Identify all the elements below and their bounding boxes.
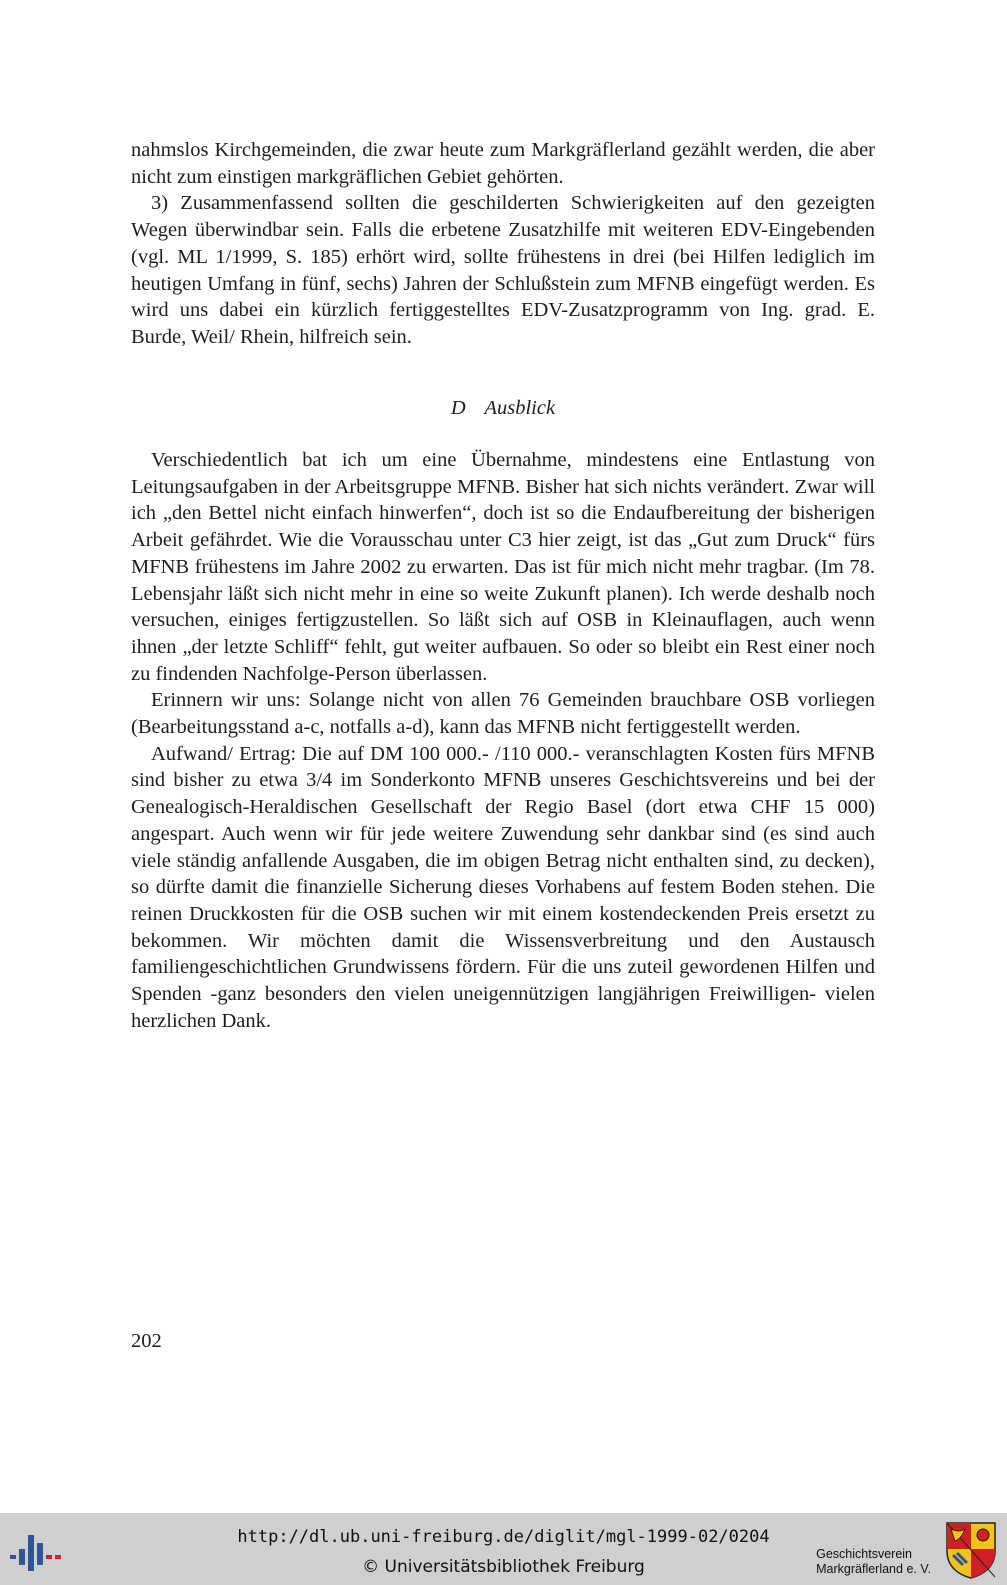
section-heading: D Ausblick — [450, 397, 556, 419]
main-text-block — [131, 447, 875, 1034]
paragraph-ausblick-3: Aufwand/ Ertrag: Die auf DM 100 000.- /110 000.- veranschlagten Kosten fürs MFNB sind bisher zu etwa 3/4 im Sonderkonto MFNB unseres Geschichtsvereins und bei der Genealogisch-Heraldischen Gesellschaft der Regio Basel (dort etwa CHF 15 000) angespart. Auch wenn wir für jede weitere Zuwendung sehr dankbar sind (es sind auch viele ständig anfallende Ausgaben, die im obigen Betrag nicht enthalten sind, zu decken), so dürfte damit die finanzielle Sicherung dieses Vorhabens auf festem Boden stehen. Die reinen Druckkosten für die OSB suchen wir mit einem kostendeckenden Preis ersetzt zu bekommen. Wir möchten damit die Wissensverbreitung und den Austausch familiengeschichtlichen Grundwissens fördern. Für die uns zuteil gewordenen Hilfen und Spenden -ganz besonders den vielen uneigennützigen langjährigen Freiwilligen- vielen herzlichen Dank. — [131, 742, 875, 1032]
paragraph-ausblick-2: Erinnern wir uns: Solange nicht von allen 76 Gemeinden brauchbare OSB vorliegen (Bearbeitungsstand a-c, notfalls a-d), kann das MFNB nicht fertiggestellt werden. — [131, 689, 875, 739]
paragraph-summary: 3) Zusammenfassend sollten die geschilderten Schwierigkeiten auf den gezeigten Wegen überwindbar sein. Falls die erbetene Zusatzhilfe mit weiteren EDV-Eingebenden (vgl. ML 1/1999, S. 185) erhört wird, sollte frühestens in drei (bei Hilfen lediglich im heutigen Umfang in fünf, sechs) Jahren der Schlußstein zum MFNB eingefügt werden. Es wird uns dabei ein kürzlich fertiggestelltes EDV-Zusatzprogramm von Ing. grad. E. Burde, Weil/ Rhein, hilfreich sein. — [131, 192, 875, 348]
footer-bar — [0, 1513, 1007, 1585]
footer-organization — [816, 1547, 931, 1577]
coat-of-arms-icon — [945, 1521, 997, 1579]
org-line-2: Markgräflerland e. V. — [816, 1562, 931, 1576]
paragraph-ausblick-1: Verschiedentlich bat ich um eine Übernahme, mindestens eine Entlastung von Leitungsaufgaben in der Arbeitsgruppe MFNB. Bisher hat sich nichts verändert. Zwar will ich „den Bettel nicht einfach hinwerfen“, doch ist so die Endaufbereitung der bisherigen Arbeit gefährdet. Wie die Vorausschau unter C3 hier zeigt, ist das „Gut zum Druck“ fürs MFNB frühestens im Jahre 2002 zu erwarten. Das ist für mich nicht mehr tragbar. (Im 78. Lebensjahr läßt sich nicht mehr in eine so weite Zukunft planen). Ich werde deshalb noch versuchen, einiges fertigzustellen. So läßt sich auf OSB in Kleinauflagen, auch wenn ihnen „der letzte Schliff“ fehlt, gut weiter aufbauen. So oder so bleibt ein Rest einer noch zu findenden Nachfolge-Person überlassen. — [131, 449, 875, 685]
paragraph-continuation: nahmslos Kirchgemeinden, die zwar heute zum Markgräflerland gezählt werden, die aber nicht zum einstigen markgräflichen Gebiet gehörten. — [131, 139, 875, 188]
page-number: 202 — [131, 1330, 162, 1352]
top-text-block — [131, 137, 875, 351]
org-line-1: Geschichtsverein — [816, 1547, 912, 1561]
footer-copyright: © Universitätsbibliothek Freiburg — [362, 1557, 645, 1577]
footer-url-link[interactable]: http://dl.ub.uni-freiburg.de/diglit/mgl-1999-02/0204 — [237, 1527, 770, 1547]
